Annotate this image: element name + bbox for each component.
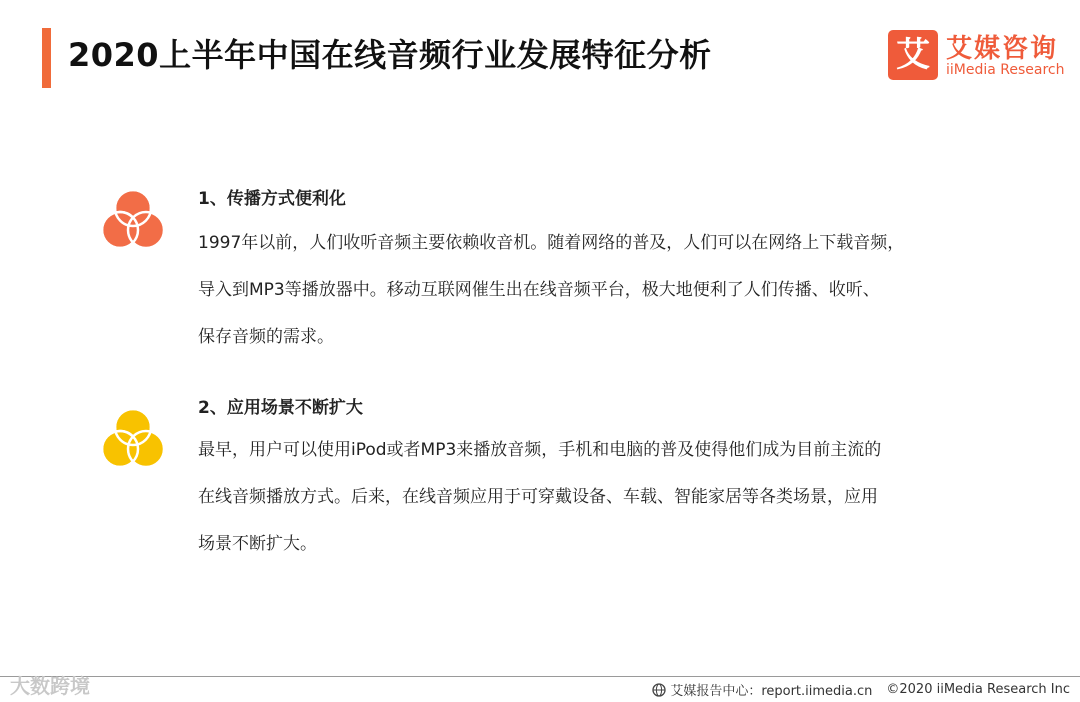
body-line: 在线音频播放方式。后来，在线音频应用于可穿戴设备、车载、智能家居等各类场景，应用: [198, 487, 878, 507]
body-line: 场景不断扩大。: [198, 534, 317, 554]
watermark: 大数跨境: [10, 674, 90, 698]
section-heading: 2、应用场景不断扩大: [198, 398, 363, 418]
footer-divider: [0, 676, 1080, 677]
body-line: 保存音频的需求。: [198, 327, 334, 347]
body-line: 最早，用户可以使用iPod或者MP3来播放音频，手机和电脑的普及使得他们成为目前主流的: [198, 440, 882, 460]
section-body: [198, 427, 1038, 568]
logo-name-cn: 艾媒咨询: [946, 34, 1059, 64]
copyright: ©2020 iiMedia Research Inc: [886, 682, 1070, 697]
page-title: 2020上半年中国在线音频行业发展特征分析: [68, 36, 712, 74]
body-line: 导入到MP3等播放器中。移动互联网催生出在线音频平台，极大地便利了人们传播、收听、: [198, 280, 880, 300]
logo-name-en: iiMedia Research: [946, 62, 1065, 78]
report-center-link[interactable]: 艾媒报告中心：report.iimedia.cn: [670, 684, 873, 699]
body-line: 1997年以前，人们收听音频主要依赖收音机。随着网络的普及，人们可以在网络上下载音频，: [198, 233, 905, 253]
footer-source: [652, 680, 1070, 699]
iimedia-logo: [888, 30, 1068, 82]
globe-icon: [652, 683, 666, 697]
venn-circles-icon: [100, 405, 166, 471]
logo-badge: 艾: [888, 30, 938, 80]
venn-circles-icon: [100, 186, 166, 252]
title-accent-bar: [42, 28, 51, 88]
section-body: [198, 220, 1038, 361]
section-heading: 1、传播方式便利化: [198, 189, 346, 209]
